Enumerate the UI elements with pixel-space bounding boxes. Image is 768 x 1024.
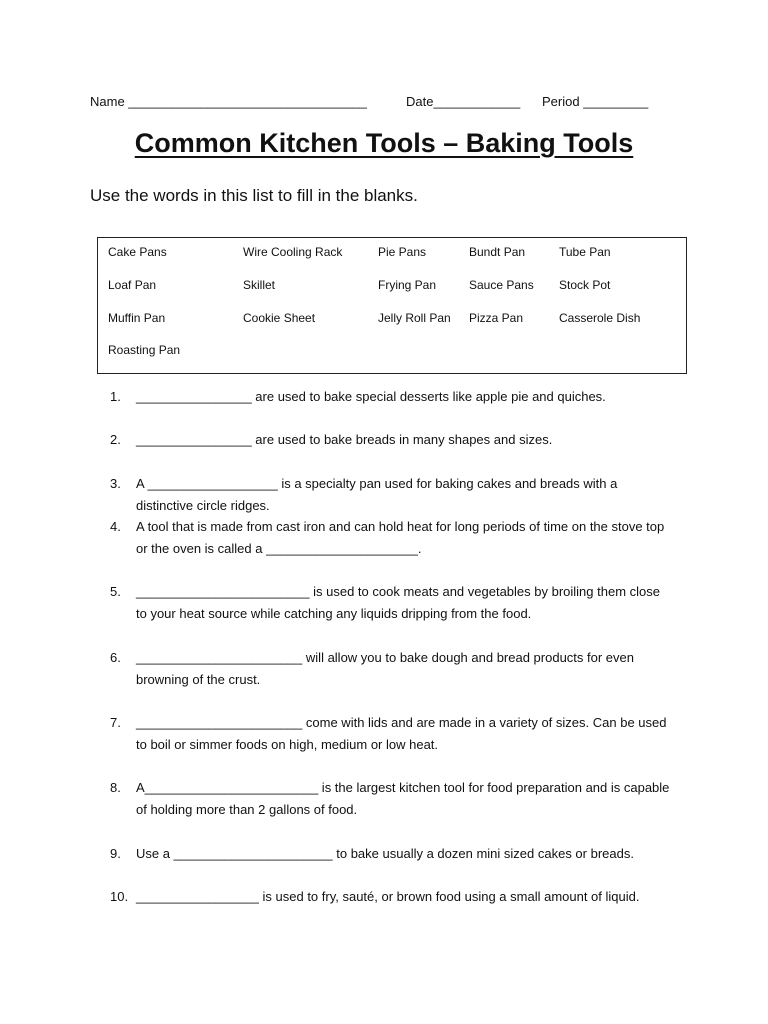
question-text: ________________________ is used to cook meats and vegetables by broiling them close to your heat source while catching any liquids dripping from the food. [136,584,660,621]
word-bank-item: Stock Pot [559,278,611,292]
question-number: 2. [110,432,121,447]
word-bank-item: Muffin Pan [108,311,166,325]
word-bank-item: Cake Pans [108,245,167,259]
word-bank-item: Wire Cooling Rack [243,245,343,259]
question-text: Use a ______________________ to bake usually a dozen mini sized cakes or breads. [136,846,634,861]
question-number: 9. [110,846,121,861]
question-text: ________________ are used to bake special desserts like apple pie and quiches. [136,389,606,404]
question-text: _______________________ come with lids and are made in a variety of sizes. Can be used to boil or simmer foods on high, medium or low heat. [136,715,667,752]
question-text: _______________________ will allow you to bake dough and bread products for even browning of the crust. [136,650,634,687]
question-number: 1. [110,389,121,404]
question-text: _________________ is used to fry, sauté, or brown food using a small amount of liquid. [136,889,640,904]
word-bank-item: Frying Pan [378,278,437,292]
word-bank-item: Bundt Pan [469,245,526,259]
word-bank-item: Roasting Pan [108,343,181,357]
word-bank-item: Pie Pans [378,245,427,259]
question-text: A __________________ is a specialty pan used for baking cakes and breads with a distinctive circle ridges. [136,476,618,513]
word-bank-item: Casserole Dish [559,311,641,325]
period-field: Period _________ [542,94,649,109]
question-number: 4. [110,519,121,534]
word-bank-item: Pizza Pan [469,311,524,325]
question-number: 3. [110,476,121,491]
question-number: 8. [110,780,121,795]
question-number: 5. [110,584,121,599]
question-number: 6. [110,650,121,665]
question-text: A________________________ is the largest kitchen tool for food preparation and is capable of holding more than 2 gallons of food. [136,780,670,817]
word-bank-item: Tube Pan [559,245,611,259]
word-bank-item: Jelly Roll Pan [378,311,451,325]
name-field: Name _________________________________ [90,94,367,109]
word-bank-item: Sauce Pans [469,278,534,292]
question-number: 10. [110,889,129,904]
question-text: A tool that is made from cast iron and can hold heat for long periods of time on the stove top or the oven is called a _____________________. [136,519,665,556]
date-field: Date____________ [406,94,521,109]
question-text: ________________ are used to bake breads in many shapes and sizes. [136,432,553,447]
question-number: 7. [110,715,121,730]
word-bank-item: Skillet [243,278,276,292]
instructions: Use the words in this list to fill in the blanks. [90,186,418,205]
word-bank-item: Cookie Sheet [243,311,316,325]
page-title: Common Kitchen Tools – Baking Tools [134,128,634,158]
word-bank-item: Loaf Pan [108,278,157,292]
